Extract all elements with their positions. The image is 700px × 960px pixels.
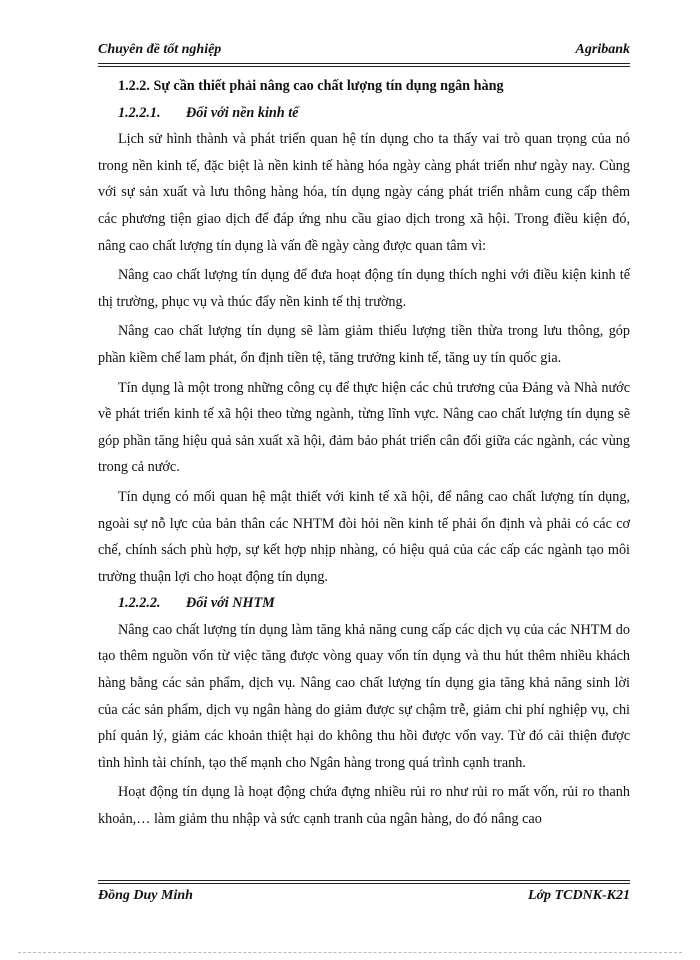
header-organization: Agribank	[575, 42, 630, 57]
paragraph: Tín dụng có mối quan hệ mật thiết với kinh tế xã hội, để nâng cao chất lượng tín dụng, ngoài sự nỗ lực của bản thân các NHTM đòi hỏi nền kinh tế phải ổn định và phải có các cơ chế, chính sách phù hợp, sự kết hợp nhịp nhàng, có hiệu quả của các cấp các ngành tạo môi trường thuận lợi cho hoạt động tín dụng.	[98, 488, 630, 585]
header-document-type: Chuyên đề tốt nghiệp	[98, 42, 222, 57]
page-header	[98, 38, 630, 64]
section-heading: 1.2.2. Sự cần thiết phải nâng cao chất lượng tín dụng ngân hàng	[118, 78, 504, 94]
subsection-number: 1.2.2.1.	[118, 104, 161, 121]
paragraph: Nâng cao chất lượng tín dụng làm tăng khả năng cung cấp các dịch vụ của các NHTM do tạo thêm nguồn vốn từ việc tăng được vòng quay vốn tín dụng và thu hút thêm nhiều khách hàng bằng các sản phẩm, dịch vụ. Nâng cao chất lượng tín dụng gia tăng khả năng sinh lời của các sản phẩm, dịch vụ ngân hàng do giảm được sự chậm trễ, giảm chi phí nghiệp vụ, chi phí quản lý, giảm các khoản thiệt hại do không thu hồi được vốn vay. Từ đó cải thiện được tình hình tài chính, tạo thế mạnh cho Ngân hàng trong quá trình cạnh tranh.	[98, 621, 630, 771]
footer-rule-thick	[98, 883, 630, 884]
paragraph: Lịch sử hình thành và phát triển quan hệ tín dụng cho ta thấy vai trò quan trọng của nó trong nền kinh tế, đặc biệt là nền kinh tế hàng hóa ngày càng phát triển như ngày nay. Cùng với sự sản xuất và lưu thông hàng hóa, tín dụng ngày cáng phát triển nhằm cung cấp thêm các phương tiện giao dịch để đáp ứng nhu cầu giao dịch trong xã hội. Trong điều kiện đó, nâng cao chất lượng tín dụng là vấn đề ngày càng được quan tâm vì:	[98, 131, 630, 254]
subsection-title: Đối với nền kinh tế	[186, 104, 299, 121]
subsection-number: 1.2.2.2.	[118, 595, 161, 612]
page-edge-divider	[18, 952, 682, 953]
footer-class: Lớp TCDNK-K21	[527, 888, 630, 903]
paragraph: Tín dụng là một trong những công cụ để thực hiện các chủ trương của Đảng và Nhà nước về phát triển kinh tế xã hội theo từng ngành, từng lĩnh vực. Nâng cao chất lượng tín dụng sẽ góp phần tăng hiệu quả sản xuất xã hội, đảm bảo phát triển cân đối giữa các ngành, các vùng trong cả nước.	[98, 379, 630, 476]
header-rule-thick	[98, 63, 630, 64]
subsection-title: Đối với NHTM	[186, 595, 275, 612]
page-footer	[98, 880, 630, 904]
subsection-heading-economy	[98, 100, 630, 127]
footer-author: Đồng Duy Minh	[98, 888, 193, 903]
paragraph: Hoạt động tín dụng là hoạt động chứa đựng nhiều rủi ro như rủi ro mất vốn, rủi ro thanh khoản,… làm giảm thu nhập và sức cạnh tranh của ngân hàng, do đó nâng cao	[98, 784, 630, 828]
page-body	[98, 70, 630, 833]
paragraph: Nâng cao chất lượng tín dụng sẽ làm giảm thiểu lượng tiền thừa trong lưu thông, góp phần kiềm chế lam phát, ổn định tiền tệ, tăng trưởng kinh tế, tăng uy tín quốc gia.	[98, 323, 630, 366]
header-rule-thin	[98, 66, 630, 67]
paragraph: Nâng cao chất lượng tín dụng để đưa hoạt động tín dụng thích nghi với điều kiện kinh tế thị trường, phục vụ và thúc đẩy nền kinh tế thị trường.	[98, 267, 630, 310]
subsection-heading-banks	[98, 590, 630, 617]
footer-rule-thin	[98, 880, 630, 881]
